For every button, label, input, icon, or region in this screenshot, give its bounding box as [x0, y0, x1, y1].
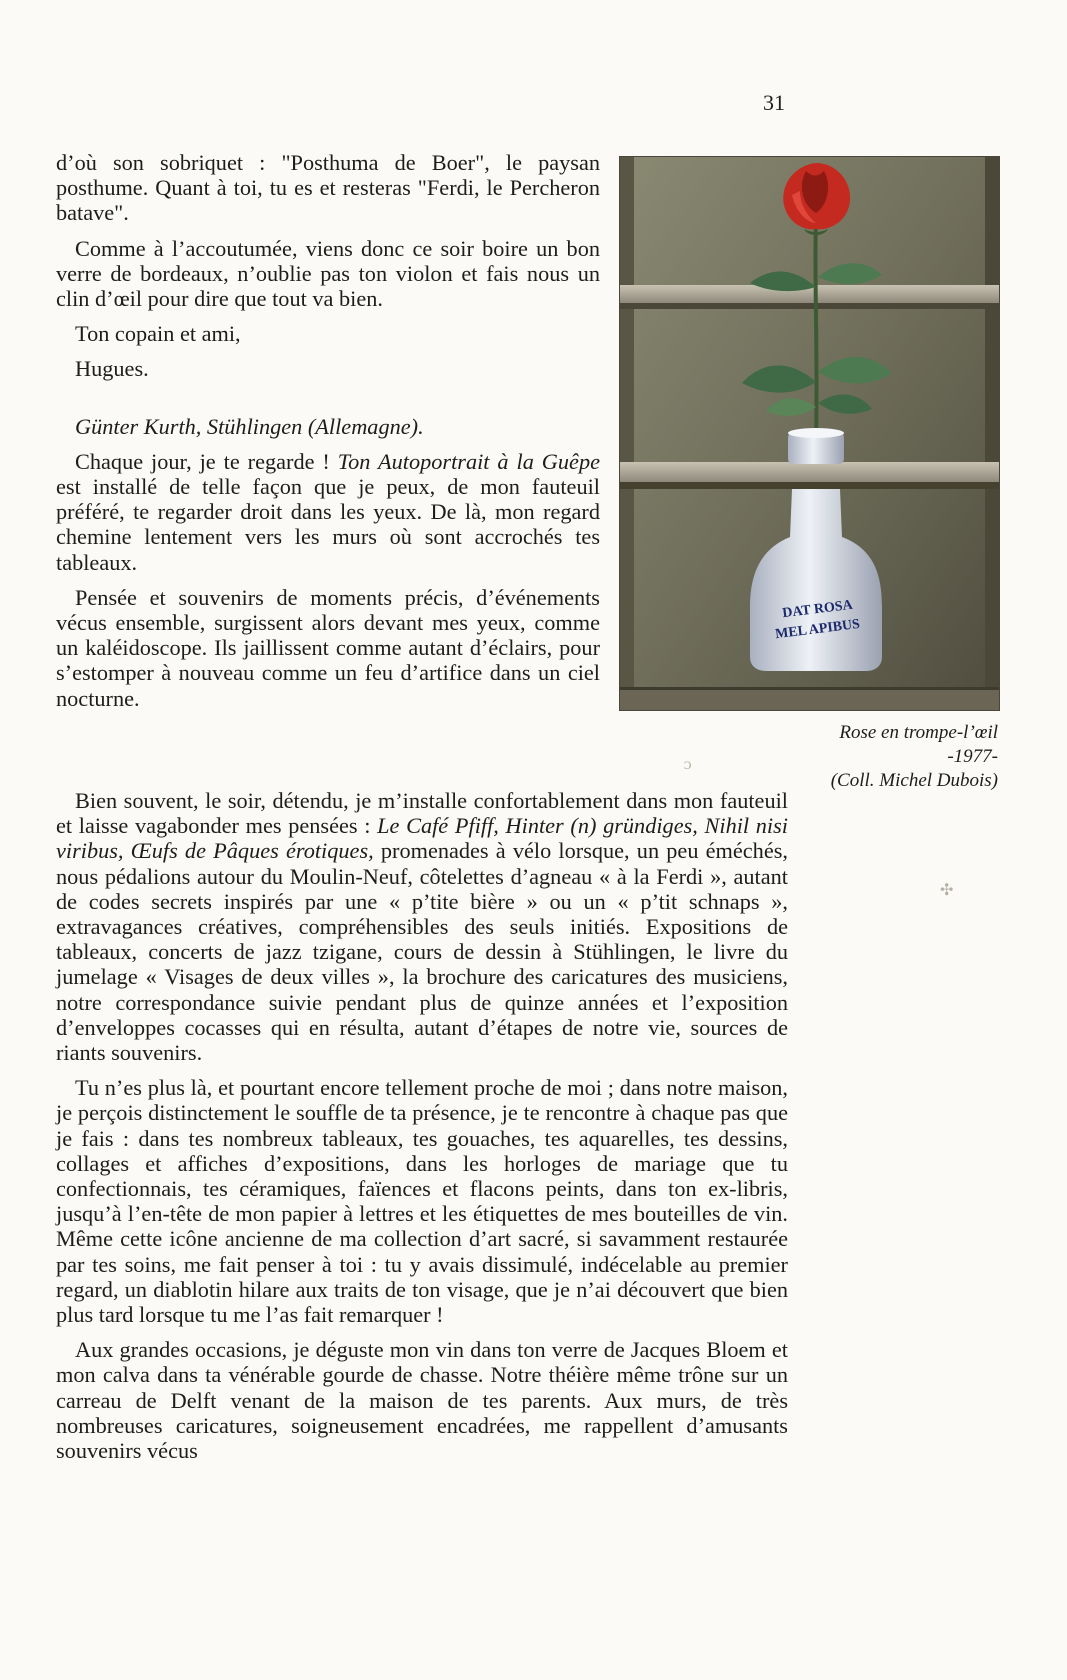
paragraph-5: Aux grandes occasions, je déguste mon vin dans ton verre de Jacques Bloem et mon calva dans ta vénérable gourde de chasse. Notre théière même trône sur un carreau de Delft venant de la maison de tes parents. Aux murs, de très nombreuses caricatures, soigneusement encadrées, me rappellent d’amusants souvenirs vécus — [56, 1337, 788, 1464]
letter-closing: Ton copain et ami, — [75, 321, 241, 347]
letter-heading — [56, 414, 600, 439]
paragraph-1-end: est installé de telle façon que je peux, de mon fauteuil préféré, te regarder droit dans les yeux. De là, mon regard chemine lentement vers les murs où sont accrochés tes tableaux. — [56, 474, 600, 575]
paragraph-continuation: d’où son sobriquet : "Posthuma de Boer", le paysan posthume. Quant à toi, tu es et resteras "Ferdi, le Percheron batave". — [56, 150, 600, 226]
scan-smudge: ✣ — [940, 882, 954, 899]
painting-image — [619, 156, 1000, 711]
paragraph-3 — [56, 788, 788, 1065]
bottle-label-line1: DAT ROSA — [781, 597, 854, 622]
paragraph-invitation: Comme à l’accoutumée, viens donc ce soir boire un bon verre de bordeaux, n’oublie pas ton violon et fais nous un clin d’œil pour dire que tout va bien. — [56, 235, 600, 312]
paragraph-3-end: promenades à vélo lorsque, un peu éméchés, nous pédalions autour du Moulin-Neuf, côtelettes d’agneau « à la Ferdi », autant de codes secrets inspirés par une « p’tite bière » ou un « p’tit schnaps », extravagances créatives, compréhensibles des seuls initiés. Expositions de tableaux, concerts de jazz tzigane, cours de dessin à Stühlingen, le livre du jumelage « Visages de deux villes », la brochure des caricatures des musiciens, notre correspondance suivie pendant plus de quinze années et l’exposition d’enveloppes cocasses qui en résulta, autant d’étapes de notre vie, sources de riants souvenirs. — [56, 838, 788, 1066]
caption-year: -1977- — [947, 746, 998, 767]
letter-signature: Hugues. — [75, 356, 149, 382]
text-column-top — [56, 150, 600, 711]
rose-painting-illustration — [620, 157, 999, 710]
text-column-bottom — [56, 788, 788, 1463]
page-number: 31 — [763, 90, 785, 115]
paragraph-4: Tu n’es plus là, et pourtant encore tellement proche de moi ; dans notre maison, je perçois distinctement le souffle de ta présence, je te rencontre à chaque pas que je fais : dans tes nombreux tableaux, tes gouaches, tes aquarelles, tes dessins, collages et affiches d’expositions, dans les horloges de mariage que tu confectionnais, tes céramiques, faïences et flacons peints, dans ton ex-libris, jusqu’à l’en-tête de mon papier à lettres et les étiquettes de mes bouteilles de vin. Même cette icône ancienne de ma collection d’art sacré, si savamment restaurée par tes soins, me fait penser à toi : tu y avais dissimulé, indécelable au premier regard, un diablotin hilare aux traits de ton visage, que je n’ai découvert que bien plus tard lorsque tu me l’as fait remarquer ! — [56, 1075, 788, 1328]
artwork-title: Ton Autoportrait à la Guêpe — [337, 448, 600, 474]
paragraph-1-start: Chaque jour, je te regarde ! — [75, 448, 338, 474]
figure-caption — [760, 721, 998, 793]
letter-heading-text: Günter Kurth, Stühlingen (Allemagne). — [75, 413, 424, 439]
caption-title: Rose en trompe-l’œil — [839, 722, 998, 743]
paragraph-3-start: Bien souvent, le soir, détendu, je m’installe confortablement dans mon fauteuil et laisse vagabonder mes pensées : — [56, 788, 788, 839]
paragraph-2: Pensée et souvenirs de moments précis, d’événements vécus ensemble, surgissent alors devant mes yeux, comme un kaléidoscope. Ils jaillissent comme autant d’éclairs, pour s’estomper à nouveau comme un feu d’artifice dans un ciel nocturne. — [56, 584, 600, 711]
paragraph-1 — [56, 449, 600, 575]
caption-credit: (Coll. Michel Dubois) — [830, 770, 998, 791]
scan-smudge: ᴐ — [684, 756, 692, 773]
artwork-titles-list: Le Café Pfiff, Hinter (n) gründiges, Nihil nisi viribus, Œufs de Pâques érotiques, — [56, 813, 789, 864]
bottle-label-line2: MEL APIBUS — [774, 616, 861, 643]
